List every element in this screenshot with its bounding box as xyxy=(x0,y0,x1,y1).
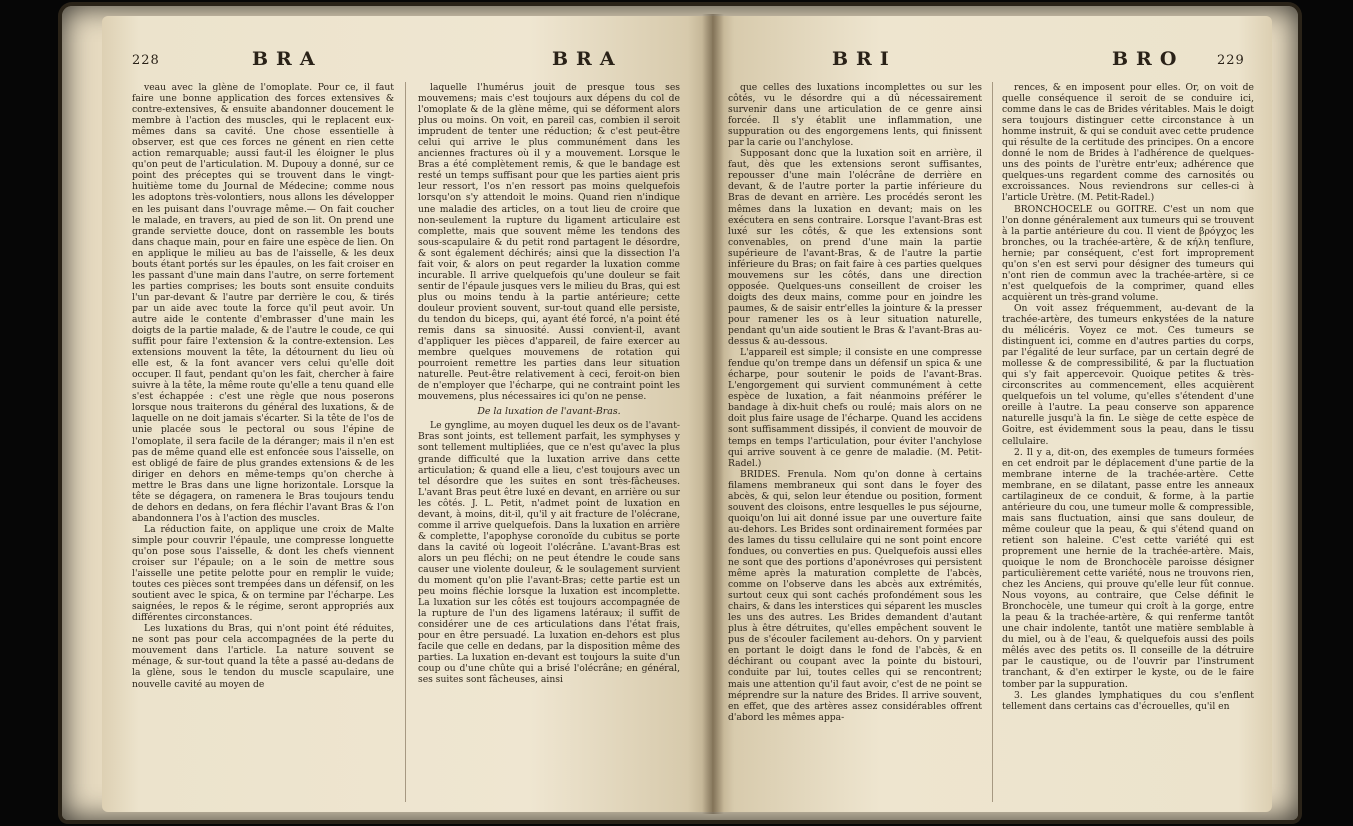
left-running-head-1: BRA xyxy=(252,48,323,70)
left-page-number: 228 xyxy=(132,53,160,68)
left-column-2 xyxy=(418,82,680,802)
right-column-2 xyxy=(1002,82,1254,802)
paragraph: que celles des luxations incomplettes ou sur les côtés, vu le désordre qui a dû nécessairement survenir dans une articulation de ce genre ainsi forcée. Il s'y établit une inflammation, une suppuration ou des engorgemens lents, qui finissent par la carie ou l'anchylose. xyxy=(728,82,982,149)
right-page-header xyxy=(712,48,1272,74)
paragraph: laquelle l'humérus jouit de presque tous ses mouvemens; mais c'est toujours aux dépens du col de l'omoplate & de la glène même, qui se déforment alors plus ou moins. On voit, en pareil cas, combien il seroit imprudent de tenter une réduction; & c'est peut-être celui qui arrive le plus communément dans les anciennes fractures où il y a mouvement. Lorsque le Bras a été complètement remis, & que le bandage est resté un temps suffisant pour que les parties aient pris leur ressort, l'os n'en ressort pas moins quelquefois lorsqu'on s'y attendoit le moins. Quand rien n'indique une maladie des articles, on a tout lieu de croire que non-seulement la rupture du ligament articulaire est complette, mais que souvent même les tendons des sous-scapulaire & du petit rond partagent le désordre, & sont également déchirés; ainsi que la dissection l'a fait voir, & alors on peut regarder la luxation comme incurable. Il arrive quelquefois qu'une douleur se fait sentir de l'épaule jusques vers le milieu du Bras, qui est plus ou moins tendu à la partie antérieure; cette douleur provient souvent, sur-tout quand elle persiste, du tendon du biceps, qui, ayant été forcé, n'a point été remis dans sa sinuosité. Aussi convient-il, avant d'appliquer les pièces d'appareil, de faire exercer au membre quelques mouvemens de rotation qui pourroient remettre les parties dans leur situation naturelle. Peut-être relativement à ceci, feroit-on bien de n'employer que l'écharpe, qui ne contraint point les mouvemens, plus nécessaires ici qu'on ne pense. xyxy=(418,82,680,403)
right-running-head-1: BRI xyxy=(832,48,897,70)
paragraph: 2. Il y a, dit-on, des exemples de tumeurs formées en cet endroit par le déplacement d'une partie de la membrane interne de la trachée-artère. Cette membrane, en se dilatant, passe entre les anneaux cartilagineux de ce conduit, & forme, à la partie antérieure du cou, une tumeur molle & compressible, mais sans fluctuation, ainsi que sans douleur, de même couleur que la peau, & qui s'étend quand on retient son haleine. C'est cette variété qui est proprement une hernie de la trachée-artère. Mais, quoique le nom de Bronchocèle paroisse désigner particulièrement cette variété, nous ne trouvons rien, chez les Anciens, qui prouve qu'elle leur fût connue. Nous voyons, au contraire, que Celse définit le Bronchocèle, une tumeur qui croît à la gorge, entre la peau & la trachée-artère, & qui renferme tantôt une chair indolente, tantôt une matière semblable à du miel, ou à de l'eau, & quelquefois aussi des poils mêlés avec des petits os. Il conseille de la détruire par le caustique, ou de l'ouvrir par l'instrument tranchant, & d'en extirper le kyste, ou de le faire tomber par la suppuration. xyxy=(1002,446,1254,690)
paragraph: On voit assez fréquemment, au-devant de la trachée-artère, des tumeurs enkystées de la nature du mélicéris. Voyez ce mot. Ces tumeurs se distinguent ici, comme en d'autres parties du corps, par l'égalité de leur surface, par un certain degré de mollesse & de compressibilité, & par la fluctuation qui s'y fait appercevoir. Quoique petites & très-circonscrites au commencement, elles acquièrent quelquefois un tel volume, qu'elles s'étendent d'une oreille à l'autre. La peau conserve son apparence naturelle jusqu'à la fin. Le siège de cette espèce de Goitre, est évidemment sous la peau, dans le tissu cellulaire. xyxy=(1002,302,1254,447)
paragraph: 3. Les glandes lymphatiques du cou s'enflent tellement dans certains cas d'écrouelles, qu'il en xyxy=(1002,689,1254,712)
right-running-head-2: BRO xyxy=(1112,48,1185,70)
paragraph: Les luxations du Bras, qui n'ont point été réduites, ne sont pas pour cela accompagnées de la perte du mouvement dans l'article. La nature souvent se ménage, & sur-tout quand la tête a passé au-dedans de la glène, sous le tendon du muscle scapulaire, une nouvelle cavité au moyen de xyxy=(132,623,394,690)
paragraph: Supposant donc que la luxation soit en arrière, il faut, dès que les extensions seront suffisantes, repousser d'une main l'olécrâne de derrière en devant, & de l'autre porter la partie inférieure du Bras de devant en arrière. Les procédés seront les mêmes dans la luxation en devant; mais on les exécutera en sens contraire. Lorsque l'avant-Bras est luxé sur les côtés, & que les extensions sont convenables, on prend d'une main la partie supérieure de l'avant-Bras, & de l'autre la partie inférieure du Bras; on fait faire à ces parties quelques mouvemens sur les côtés, dans une direction opposée. Quelques-uns conseillent de croiser les doigts des deux mains, comme pour en joindre les paumes, & de saisir entr'elles la jointure & la presser pour ramener les os à leur situation naturelle, pendant qu'un aide soutient le Bras & l'avant-Bras au-dessus & au-dessous. xyxy=(728,148,982,348)
open-book xyxy=(62,6,1298,820)
right-page-number: 229 xyxy=(1217,53,1245,68)
paragraph: BRONCHOCELE ou GOITRE. C'est un nom que l'on donne généralement aux tumeurs qui se trouvent à la partie antérieure du cou. Il vient de βρόγχος les bronches, ou la trachée-artère, & de κήλη tenflure, hernie; par conséquent, c'est fort improprement qu'on s'en est servi pour désigner des tumeurs qui n'ont rien de commun avec la trachée-artère, si ce n'est quelquefois de la comprimer, quand elles acquièrent un très-grand volume. xyxy=(1002,203,1254,303)
paragraph: Le gynglime, au moyen duquel les deux os de l'avant-Bras sont joints, est tellement parfait, les symphyses y sont tellement multipliées, que ce n'est qu'avec la plus grande difficulté que la luxation arrive dans cette articulation; & quand elle a lieu, c'est toujours avec un tel désordre que les suites en sont très-fâcheuses. L'avant Bras peut être luxé en devant, en arrière ou sur les côtés. J. L. Petit, n'admet point de luxation en devant, à moins, dit-il, qu'il y ait fracture de l'olécrane, comme il arrive quelquefois. Dans la luxation en arrière & complette, l'apophyse coronoïde du cubitus se porte dans la cavité où logeoit l'olécrâne. L'avant-Bras est alors un peu fléchi; on ne peut étendre le coude sans causer une violente douleur, & le soulagement survient du moment qu'on plie l'avant-Bras; cette partie est un peu moins fléchie lorsque la luxation est incomplette. La luxation sur les côtés est toujours accompagnée de la rupture de l'un des ligamens latéraux; il suffit de considérer une de ces articulations dans l'état frais, pour en être persuadé. La luxation en-dehors est plus facile que celle en dedans, par la disposition même des parties. La luxation en-devant est toujours la suite d'un coup ou d'une chûte qui a brisé l'olécrâne; en général, ses suites sont fâcheuses, ainsi xyxy=(418,420,680,686)
paragraph: L'appareil est simple; il consiste en une compresse fendue qu'on trempe dans un défensif un spica & une écharpe, pour soutenir le poids de l'avant-Bras. L'engorgement qui survient communément à cette espèce de luxation, a fait néanmoins préférer le bandage à dix-huit chefs ou roulé; mais alors on ne doit plus faire usage de l'écharpe. Quand les accidens sont suffisamment dissipés, il convient de mouvoir de temps en temps l'articulation, pour éviter l'anchylose qui arrive souvent à ce genre de maladie. (M. Petit-Radel.) xyxy=(728,347,982,469)
column-divider xyxy=(992,82,993,802)
column-divider xyxy=(405,82,406,802)
left-column-1 xyxy=(132,82,394,802)
left-running-head-2: BRA xyxy=(552,48,623,70)
right-column-1 xyxy=(728,82,982,802)
paragraph: rences, & en imposent pour elles. Or, on voit de quelle conséquence il seroit de se conduire ici, comme dans le cas de Brides véritables. Mais le doigt sera toujours distinguer cette circonstance à un homme instruit, & qui se conduit avec cette prudence qui résulte de la certitude des principes. On a encore donné le nom de Brides à l'adhérence de quelques-uns des points de l'urètre entr'eux; adhérence que quelques-uns regardent comme des carnosités ou excroissances. Nous reviendrons sur celles-ci à l'article Urètre. (M. Petit-Radel.) xyxy=(1002,82,1254,204)
left-page-header xyxy=(102,48,712,74)
paragraph: BRIDES. Frenula. Nom qu'on donne à certains filamens membraneux qui sont dans le foyer des abcès, & qui, selon leur étendue ou position, forment souvent des cloisons, entre lesquelles le pus séjourne, quoiqu'on lui ait donné issue par une ouverture faite au-dehors. Les Brides sont ordinairement formées par des lames du tissu cellulaire qui ne sont point encore fondues, ou converties en pus. Quelquefois aussi elles ne sont que des portions d'aponévroses qui persistent même après la maturation complette de l'abcès, comme on l'observe dans les abcès aux extrémités, surtout ceux qui sont cachés profondément sous les chairs, & dans les interstices qui séparent les muscles les uns des autres. Les Brides demandent d'autant plus à être détruites, qu'elles empêchent souvent le pus de s'écouler facilement au-dehors. On y parvient en portant le doigt dans le fond de l'abcès, & en déchirant ou coupant avec la pointe du bistouri, conduite par lui, toutes celles qui se rencontrent; mais une attention qu'il faut avoir, c'est de ne point se méprendre sur la nature des Brides. Il arrive souvent, en effet, que des artères assez considérables offrent d'abord les mêmes appa- xyxy=(728,468,982,723)
right-page xyxy=(712,16,1272,812)
left-page xyxy=(102,16,712,812)
paragraph: La réduction faite, on applique une croix de Malte simple pour couvrir l'épaule, une compresse longuette qu'on pose sous l'aisselle, & dont les chefs viennent croiser sur l'épaule; on a le soin de mettre sous l'aisselle une petite pelotte pour en remplir le vuide; toutes ces pièces sont trempées dans un défensif, on les soutient avec le spica, & on termine par l'écharpe. Les saignées, le repos & le régime, seront appropriés aux différentes circonstances. xyxy=(132,523,394,624)
paragraph: veau avec la glène de l'omoplate. Pour ce, il faut faire une bonne application des forces extensives & contre-extensives, & ensuite abandonner doucement le membre à l'action des muscles, qui le replacent eux-mêmes dans sa cavité. Une chose essentielle à observer, est que ces forces ne génent en rien cette action remarquable; aussi faut-il les éloigner le plus qu'on peut de l'articulation. M. Dupouy a donné, sur ce point des préceptes qui se trouvent dans le vingt-huitième tome du Journal de Médecine; comme nous les adoptons très-volontiers, nous allons les développer en les puisant dans l'ouvrage même.— On fait coucher le malade, en travers, au pied de son lit. On prend une grande serviette douce, dont on rassemble les bouts dans chaque main, pour en faire une espèce de lien. On en applique le milieu au bas de l'aisselle, & les deux bouts étant portés sur les épaules, on les fait croiser en les passant d'une main dans l'autre, on serre fortement les parties comprises; les bouts sont ensuite conduits l'un par-devant & l'autre par derrière le cou, & tirés par un aide avec toute la force qu'il peut avoir. Un autre aide le contente d'embrasser d'une main les doigts de la partie malade, & de l'autre le coude, ce qui suffit pour faire l'extension & la contre-extension. Les extensions mouvent la tête, la détournent du lieu où elle est, & la font avancer vers celui qu'elle doit occuper. Il faut, pendant qu'on les fait, chercher à faire suivre à la tête, la même route qu'elle a tenu quand elle s'est échappée : c'est une règle que nous poserons lorsque nous traiterons du général des luxations, & de laquelle on ne doit jamais s'écarter. Si la tête de l'os de unie placée sous le pectoral ou sous l'épine de l'omoplate, il sera facile de la déranger; mais il n'en est pas de même quand elle est enfoncée sous l'aisselle, on est obligé de faire de plus grandes extensions & de les diriger en dehors en même-temps qu'on cherche à mettre le Bras dans une ligne horizontale. Lorsque la tête se dégagera, on ramenera le Bras toujours tendu de dehors en dedans, on fera fléchir l'avant Bras & l'on abandonnera l'os à l'action des muscles. xyxy=(132,82,394,524)
section-title: De la luxation de l'avant-Bras. xyxy=(477,406,621,418)
